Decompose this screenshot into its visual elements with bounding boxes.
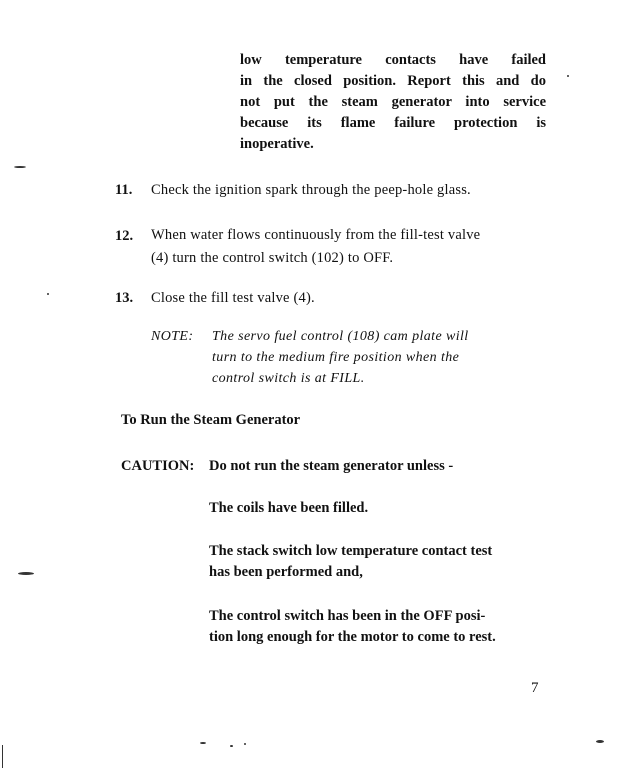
step-number: 12.	[115, 228, 134, 244]
step-line: When water flows continuously from the fill-test valve	[151, 227, 481, 243]
step-line: (4) turn the control switch (102) to OFF.	[151, 250, 394, 266]
condition-line: tion long enough for the motor to come to rest.	[209, 629, 496, 645]
note-line: The servo fuel control (108) cam plate will	[212, 329, 469, 344]
scan-speck	[567, 75, 569, 77]
condition-line: has been performed and,	[209, 564, 363, 580]
warning-line: in the closed position. Report this and do	[240, 73, 546, 89]
step-line: Close the fill test valve (4).	[151, 290, 315, 306]
warning-line: because its flame failure protection is	[240, 115, 546, 131]
condition-line: The stack switch low temperature contact test	[209, 543, 493, 559]
scan-speck	[18, 572, 34, 575]
condition-line: The control switch has been in the OFF posi-	[209, 608, 486, 624]
page-number: 7	[531, 680, 539, 696]
note-line: control switch is at FILL.	[212, 371, 365, 386]
scan-speck	[230, 745, 233, 747]
caution-condition	[209, 606, 549, 648]
warning-line: not put the steam generator into service	[240, 94, 546, 110]
caution-intro: Do not run the steam generator unless -	[209, 458, 454, 474]
caution-label: CAUTION:	[121, 458, 195, 474]
scan-speck	[47, 293, 49, 295]
warning-line: inoperative.	[240, 136, 314, 152]
condition-line: The coils have been filled.	[209, 500, 369, 516]
scan-speck	[244, 743, 246, 745]
note-label: NOTE:	[151, 329, 194, 344]
step-line: Check the ignition spark through the peep-hole glass.	[151, 182, 471, 198]
scan-speck	[596, 740, 604, 743]
note-line: turn to the medium fire position when the	[212, 350, 460, 365]
note-text	[212, 326, 546, 389]
caution-condition	[209, 541, 549, 583]
warning-block	[240, 50, 546, 155]
step-number: 11.	[115, 182, 133, 198]
scan-speck	[200, 742, 206, 744]
step-number: 13.	[115, 290, 134, 306]
step-text	[151, 287, 551, 310]
section-heading: To Run the Steam Generator	[121, 412, 301, 428]
scan-speck	[14, 166, 26, 168]
warning-line: low temperature contacts have failed	[240, 52, 546, 68]
scan-speck	[2, 745, 3, 768]
caution-condition	[209, 498, 549, 519]
step-text	[151, 179, 551, 202]
step-text	[151, 224, 551, 270]
